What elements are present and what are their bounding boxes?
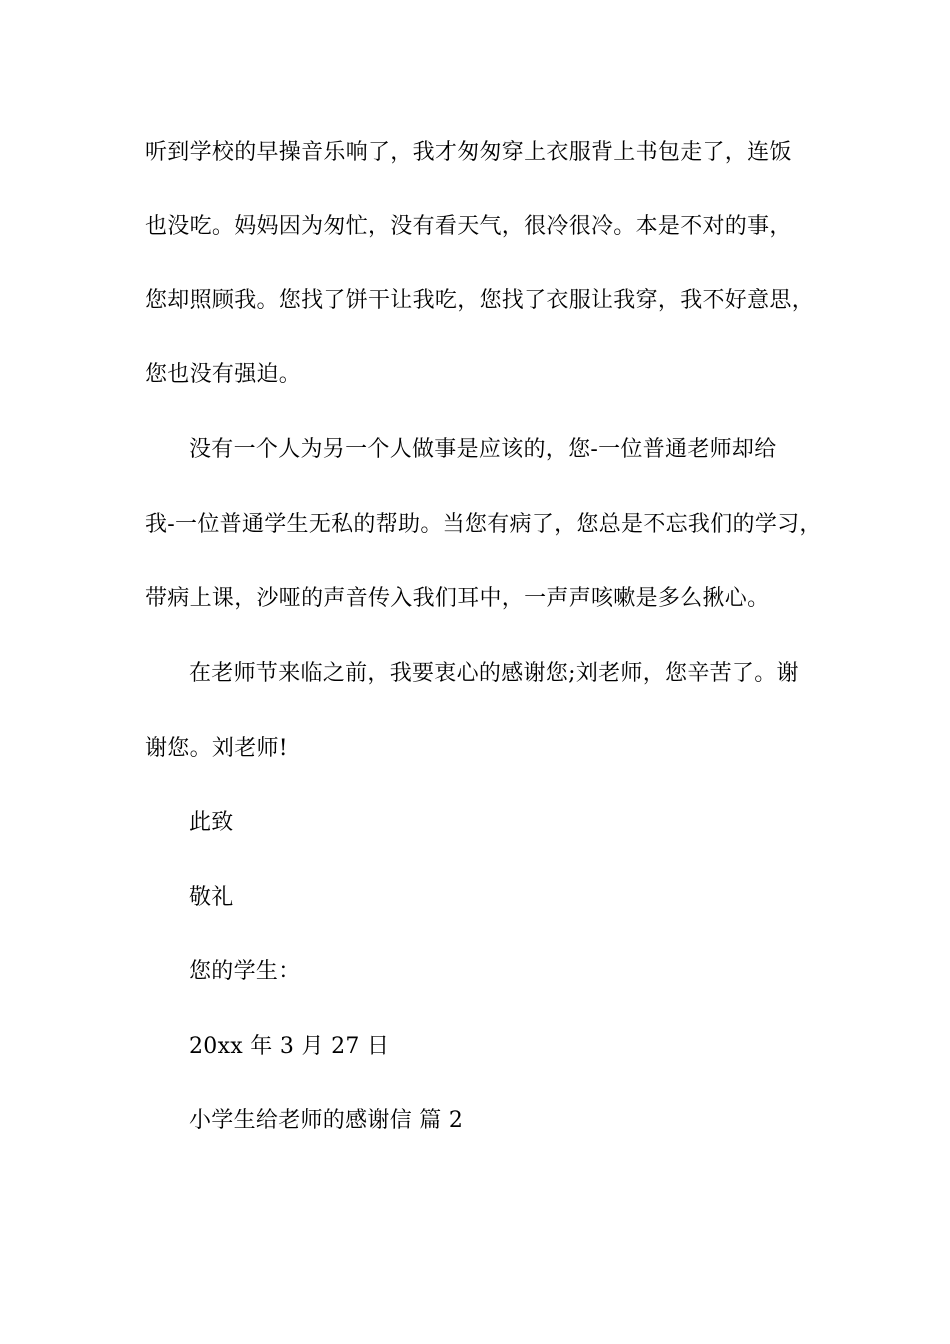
closing-salutation-1: 此致: [189, 810, 234, 835]
paragraph-3-line-1: 在老师节来临之前，我要衷心的感谢您;刘老师，您辛苦了。谢: [189, 661, 799, 686]
next-section-heading: 小学生给老师的感谢信 篇 2: [189, 1108, 464, 1133]
paragraph-2-line-1: 没有一个人为另一个人做事是应该的，您-一位普通老师却给: [189, 437, 777, 462]
signature: 您的学生：: [189, 959, 301, 984]
paragraph-1-line-2: 也没吃。妈妈因为匆忙，没有看天气，很冷很冷。本是不对的事，: [145, 214, 792, 239]
paragraph-3-line-2: 谢您。刘老师!: [145, 736, 288, 761]
letter-date: 20xx 年 3 月 27 日: [189, 1034, 390, 1059]
paragraph-1-line-1: 听到学校的早操音乐响了，我才匆匆穿上衣服背上书包走了，连饭: [145, 140, 792, 165]
paragraph-1-line-4: 您也没有强迫。: [145, 362, 302, 387]
paragraph-1-line-3: 您却照顾我。您找了饼干让我吃，您找了衣服让我穿，我不好意思，: [145, 288, 815, 313]
paragraph-2-line-2: 我-一位普通学生无私的帮助。当您有病了，您总是不忘我们的学习，: [145, 512, 822, 537]
closing-salutation-2: 敬礼: [189, 885, 234, 910]
paragraph-2-line-3: 带病上课，沙哑的声音传入我们耳中，一声声咳嗽是多么揪心。: [145, 586, 770, 611]
